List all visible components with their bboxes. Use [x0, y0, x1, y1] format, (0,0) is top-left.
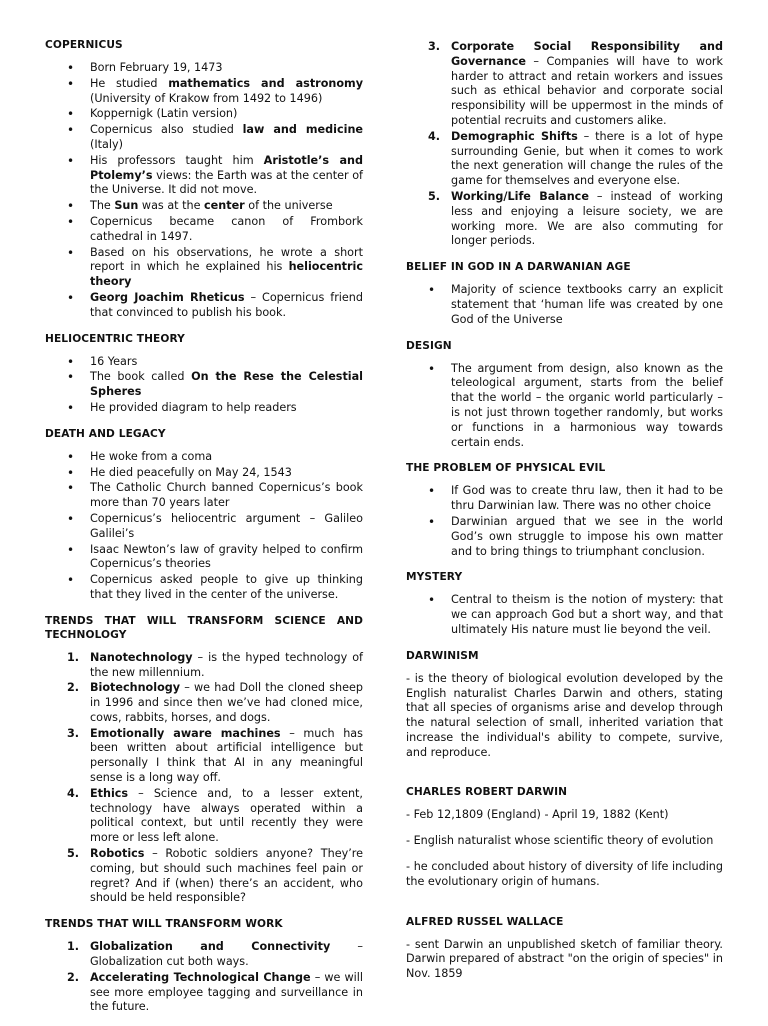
bold-text: law and medicine	[242, 123, 363, 137]
bold-text: On the Rese the Celestial Spheres	[90, 370, 364, 399]
list-item	[406, 40, 723, 129]
text-run: The Catholic Church banned Copernicus’s book more than 70 years later	[90, 481, 363, 510]
list-item	[406, 190, 723, 249]
text-run: Isaac Newton’s law of gravity helped to confirm Copernicus’s theories	[90, 542, 363, 571]
bold-text: Robotics	[90, 847, 145, 861]
list-item	[45, 199, 363, 214]
text-run: – much has been written about artificial intelligence but personally I think that AI in any meaningful sense is a long way off.	[90, 726, 363, 785]
text-run: – Science and, to a lesser extent, technology have always operated within a political context, but until recently they were more or less left alone.	[90, 786, 363, 845]
bold-text: Accelerating Technological Change	[90, 970, 311, 984]
text-run: He died peacefully on May 24, 1543	[90, 465, 292, 479]
list-trends-work-continued	[406, 40, 723, 249]
heading-death-legacy: DEATH AND LEGACY	[45, 427, 166, 440]
list-item	[45, 651, 363, 681]
list-item	[45, 727, 363, 786]
heading-mystery: MYSTERY	[406, 571, 463, 584]
list-item	[45, 291, 363, 321]
text-run: – Globalization cut both ways.	[90, 940, 363, 969]
text-run: views: the Earth was at the center of the Universe. It did not move.	[90, 168, 363, 197]
list-item	[406, 593, 723, 637]
darwin-line: - he concluded about history of diversity of life including the evolutionary origin of humans.	[406, 860, 723, 888]
list-item	[406, 362, 723, 451]
text-run: If God was to create thru law, then it had to be thru Darwinian law. There was no other choice	[451, 484, 723, 513]
list-number: 5.	[67, 847, 80, 861]
list-item	[45, 154, 363, 198]
bold-text: center	[204, 199, 245, 213]
list-item	[45, 246, 363, 290]
bold-text: Working/Life Balance	[451, 189, 589, 203]
list-item	[45, 543, 363, 573]
text-run: His professors taught him	[90, 153, 264, 167]
text-run: Copernicus’s heliocentric argument – Galileo Galilei’s	[90, 511, 363, 540]
text-run: – there is a lot of hype surrounding Genie, but when it comes to work the next generation will change the rules of the game for themselves and everyone else.	[451, 129, 723, 188]
text-run: – we had Doll the cloned sheep in 1996 and since then we’ve had cloned mice, cows, rabbits, horses, and dogs.	[90, 681, 363, 724]
text-run: Born February 19, 1473	[90, 61, 223, 74]
list-item	[406, 484, 723, 514]
list-item	[406, 130, 723, 189]
bold-text: Demographic Shifts	[451, 129, 578, 143]
list-item	[406, 515, 723, 559]
text-run: – instead of working less and enjoying a leisure society, we are working more. We are also commuting for longer periods.	[451, 189, 723, 248]
heading-physical-evil: THE PROBLEM OF PHYSICAL EVIL	[406, 462, 606, 475]
bold-text: Aristotle’s and Ptolemy’s	[90, 153, 363, 182]
left-column	[45, 38, 363, 1026]
list-item	[45, 61, 363, 76]
list-death-legacy	[45, 450, 363, 603]
text-run: He provided diagram to help readers	[90, 400, 297, 414]
list-trends-work	[45, 940, 363, 1015]
text-run: – is the hyped technology of the new millennium.	[90, 650, 363, 679]
list-number: 1.	[67, 650, 80, 664]
heading-wallace: ALFRED RUSSEL WALLACE	[406, 915, 564, 928]
bold-text: Emotionally aware machines	[90, 726, 281, 740]
bold-text: Georg Joachim Rheticus	[90, 290, 245, 304]
list-item	[45, 466, 363, 481]
list-item	[45, 450, 363, 465]
list-number: 4.	[428, 129, 441, 143]
darwin-line: - English naturalist whose scientific theory of evolution	[406, 834, 714, 848]
heading-heliocentric: HELIOCENTRIC THEORY	[45, 332, 185, 345]
list-number: 2.	[67, 681, 80, 695]
text-run: – Copernicus friend that convinced to publish his book.	[90, 290, 363, 319]
bold-text: Globalization and Connectivity	[90, 940, 331, 954]
text-run: The book called	[90, 370, 192, 384]
list-item	[45, 77, 363, 107]
text-run: He studied	[90, 76, 169, 90]
bold-text: Ethics	[90, 786, 129, 800]
text-run: – Companies will have to work harder to attract and retain workers and issues such as ethical behavior and corporate social responsibility will be uppermost in the minds of potential recruits and customers alike.	[451, 54, 723, 127]
text-run: Based on his observations, he wrote a short report in which he explained his	[90, 245, 363, 274]
list-item	[45, 401, 363, 416]
bold-text: heliocentric theory	[90, 260, 363, 289]
list-item	[45, 971, 363, 1015]
text-run: – we will see more employee tagging and surveillance in the future.	[90, 970, 363, 1014]
list-number: 1.	[67, 940, 80, 954]
list-belief-god	[406, 283, 723, 327]
heading-belief-god: BELIEF IN GOD IN A DARWANIAN AGE	[406, 261, 631, 274]
list-item	[45, 573, 363, 603]
wallace-text: - sent Darwin an unpublished sketch of familiar theory. Darwin prepared of abstract "on the origin of species" in Nov. 1859	[406, 937, 723, 981]
text-run: The argument from design, also known as the teleological argument, starts from the belief that the world – the organic world particularly – is not just thrown together randomly, but works or functions in a harmonious way towards certain ends.	[451, 361, 723, 449]
list-copernicus	[45, 61, 363, 321]
bold-text: Corporate Social Responsibility and Governance	[451, 40, 723, 68]
text-run: Koppernigk (Latin version)	[90, 107, 238, 121]
text-run: Copernicus also studied	[90, 123, 243, 137]
heading-trends-work: TRENDS THAT WILL TRANSFORM WORK	[45, 918, 283, 931]
list-item	[45, 847, 363, 906]
text-run: Copernicus became canon of Frombork cathedral in 1497.	[90, 214, 363, 243]
text-run: – Robotic soldiers anyone? They’re coming, but should such machines feel pain or regret? And if (when) there’s an accident, who should be held responsible?	[90, 847, 363, 905]
text-run: (University of Krakow from 1492 to 1496)	[90, 91, 323, 105]
right-column	[406, 40, 723, 993]
list-number: 5.	[428, 189, 441, 203]
text-run: was at the	[138, 199, 205, 213]
list-item	[45, 355, 363, 370]
text-run: Copernicus asked people to give up thinking that they lived in the center of the universe.	[90, 573, 363, 601]
list-item	[45, 370, 363, 400]
list-trends-science	[45, 651, 363, 907]
heading-trends-science: TRENDS THAT WILL TRANSFORM SCIENCE AND TECHNOLOGY	[45, 614, 363, 641]
text-run: Darwinian argued that we see in the world God’s own struggle to impose his own matter and to bring things to triumphant conclusion.	[451, 514, 723, 558]
list-heliocentric	[45, 355, 363, 416]
heading-charles-darwin: CHARLES ROBERT DARWIN	[406, 786, 568, 799]
text-run: (Italy)	[90, 137, 123, 151]
bold-text: mathematics and astronomy	[168, 76, 363, 90]
text-run: Central to theism is the notion of mystery: that we can approach God but a short way, and that ultimately His nature must lie beyond the veil.	[451, 593, 723, 636]
bold-text: Sun	[114, 199, 139, 213]
darwin-line: - Feb 12,1809 (England) - April 19, 1882 (Kent)	[406, 808, 669, 822]
text-run: He woke from a coma	[90, 449, 213, 463]
heading-darwinism: DARWINISM	[406, 649, 479, 662]
list-item	[45, 787, 363, 846]
list-number: 2.	[67, 970, 80, 984]
list-item	[45, 512, 363, 542]
list-number: 3.	[428, 40, 441, 53]
list-design	[406, 362, 723, 451]
list-item	[406, 283, 723, 327]
bold-text: Nanotechnology	[90, 650, 193, 664]
darwinism-text: - is the theory of biological evolution developed by the English naturalist Charles Darwin and others, stating that all species of organisms arise and develop through the natural selection of small, inherited variation that increase the individual's ability to compete, survive, and reproduce.	[406, 671, 723, 759]
text-run: of the universe	[244, 199, 333, 213]
list-item	[45, 481, 363, 511]
list-item	[45, 940, 363, 970]
heading-copernicus: COPERNICUS	[45, 39, 123, 51]
list-item	[45, 123, 363, 153]
list-number: 4.	[67, 786, 80, 800]
bold-text: Biotechnology	[90, 681, 181, 695]
list-mystery	[406, 593, 723, 637]
list-item	[45, 215, 363, 245]
text-run: 16 Years	[90, 354, 138, 368]
list-physical-evil	[406, 484, 723, 559]
heading-design: DESIGN	[406, 339, 452, 352]
list-item	[45, 681, 363, 725]
text-run: The	[90, 199, 115, 213]
list-number: 3.	[67, 726, 80, 740]
list-item	[45, 107, 363, 122]
text-run: Majority of science textbooks carry an explicit statement that ‘human life was created by one God of the Universe	[451, 283, 723, 326]
